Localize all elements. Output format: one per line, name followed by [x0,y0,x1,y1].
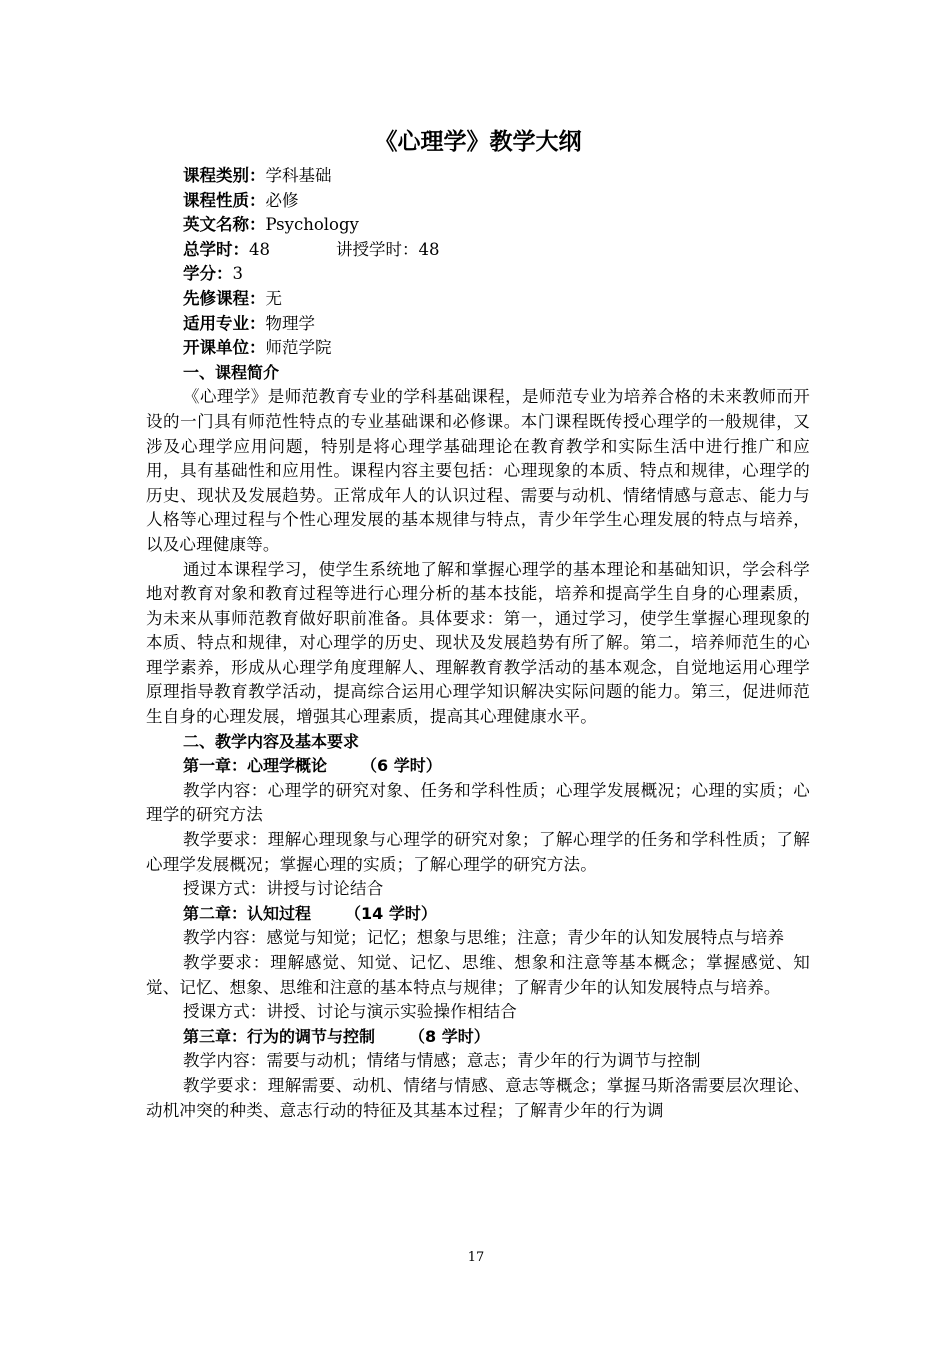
chapter-1-title: 第一章：心理学概论 [183,756,328,776]
meta-major [146,312,810,337]
total-hours-value: 48 [249,239,270,259]
chapter-3-requirements: 教学要求：理解需要、动机、情绪与情感、意志等概念；掌握马斯洛需要层次理论、动机冲突的种类、意志行动的特征及其基本过程；了解青少年的行为调 [146,1075,810,1120]
major-value: 物理学 [265,313,315,333]
credit-label: 学分： [183,264,233,284]
intro-paragraph-1: 《心理学》是师范教育专业的学科基础课程，是师范专业为培养合格的未来教师而开设的一门具有师范性特点的专业基础课和必修课。本门课程既传授心理学的一般规律，又涉及心理学应用问题，特别是将心理学基础理论在教育教学和实际生活中进行推广和应用，具有基础性和应用性。课程内容主要包括：心理现象的本质、特点和规律，心理学的历史、现状及发展趋势。正常成年人的认识过程、需要与动机、情绪情感与意志、能力与人格等心理过程与个性心理发展的基本规律与特点，青少年学生心理发展的特点与培养，以及心理健康等。 [146,387,810,554]
dept-label: 开课单位： [183,338,266,358]
chapter-3-content: 教学内容：需要与动机；情绪与情感；意志；青少年的行为调节与控制 [183,1051,701,1071]
chapter-1-hours: （6 学时） [361,756,442,776]
chapter-2-heading [146,902,810,927]
meta-hours [146,238,810,263]
chapter-2-title: 第二章：认知过程 [183,903,312,923]
chapter-2-requirements: 教学要求：理解感觉、知觉、记忆、思维、想象和注意等基本概念；掌握感觉、知觉、记忆、想象、思维和注意的基本特点与规律；了解青少年的认知发展特点与培养。 [146,953,810,997]
chapter-2-hours: （14 学时） [345,903,437,923]
chapter-2-content: 教学内容：感觉与知觉；记忆；想象与思维；注意；青少年的认知发展特点与培养 [183,928,785,948]
chapter-1-requirements: 教学要求：理解心理现象与心理学的研究对象；了解心理学的任务和学科性质；了解心理学发展概况；掌握心理的实质；了解心理学的研究方法。 [146,830,810,874]
chapter-3-hours: （8 学时） [409,1026,490,1046]
page-content [146,128,810,1123]
intro-heading: 一、课程简介 [183,362,280,382]
major-label: 适用专业： [183,313,266,333]
content-heading: 二、教学内容及基本要求 [183,731,360,751]
meta-category [146,164,810,189]
credit-value: 3 [232,264,243,284]
page-title: 《心理学》教学大纲 [374,129,582,155]
page-number: 17 [467,1250,485,1265]
meta-english [146,213,810,238]
total-hours-label: 总学时： [183,239,249,259]
lecture-hours-value: 48 [418,239,440,259]
nature-label: 课程性质： [183,190,266,210]
category-value: 学科基础 [265,166,332,185]
chapter-1-method: 授课方式：讲授与讨论结合 [183,879,384,899]
chapter-2-method: 授课方式：讲授、讨论与演示实验操作相结合 [183,1002,517,1022]
meta-dept [146,336,810,361]
chapter-1-heading [146,754,810,779]
lecture-hours-label: 讲授学时： [336,239,419,259]
prereq-label: 先修课程： [183,288,266,308]
intro-paragraph-2: 通过本课程学习，使学生系统地了解和掌握心理学的基本理论和基础知识，学会科学地对教育对象和教育过程等进行心理分析的基本技能，培养和提高学生自身的心理素质，为未来从事师范教育做好职前准备。具体要求：第一，通过学习，使学生掌握心理现象的本质、特点和规律，对心理学的历史、现状及发展趋势有所了解。第二，培养师范生的心理学素养，形成从心理学角度理解人、理解教育教学活动的基本观念，自觉地运用心理学原理指导教育教学活动，提高综合运用心理学知识解决实际问题的能力。第三，促进师范生自身的心理发展，增强其心理素质，提高其心理健康水平。 [146,559,810,727]
category-label: 课程类别： [183,166,266,185]
chapter-3-title: 第三章：行为的调节与控制 [183,1026,376,1046]
nature-value: 必修 [265,190,299,210]
meta-prereq [146,287,810,312]
english-label: 英文名称： [183,215,266,235]
prereq-value: 无 [265,288,282,308]
chapter-3-heading [146,1025,810,1050]
meta-nature [146,189,810,214]
meta-credit [146,262,810,287]
chapter-1-content: 教学内容：心理学的研究对象、任务和学科性质；心理学发展概况；心理的实质；心理学的研究方法 [146,780,810,825]
dept-value: 师范学院 [265,338,332,358]
english-value: Psychology [265,215,359,235]
